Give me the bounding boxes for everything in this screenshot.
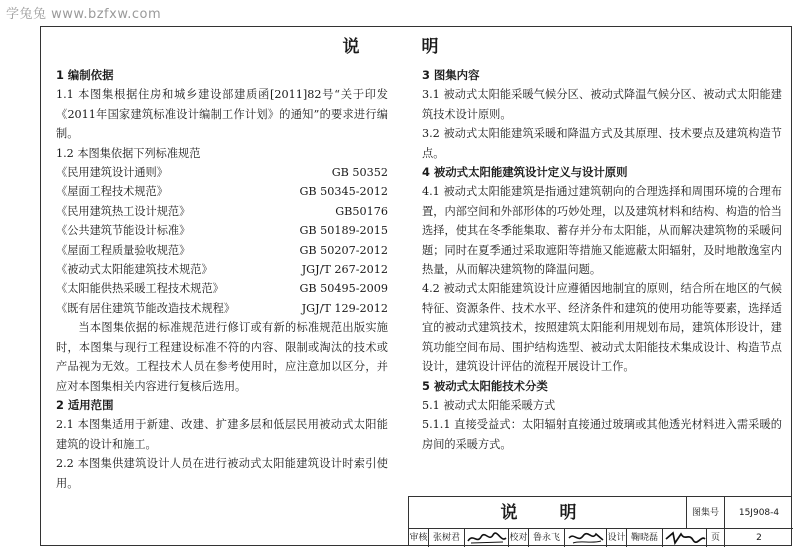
section-1-heading: 1 编制依据 [56, 68, 114, 82]
paragraph-5-1: 5.1 被动式太阳能采暖方式 [422, 398, 556, 412]
checker-signature [565, 529, 607, 547]
paragraph-1-note: 当本图集依据的标准规范进行修订或有新的标准规范出版实施时，本图集与现行工程建设标准不符的内容、限制或淘汰的技术或产品视为无效。工程技术人员在参考使用时，应注意加以区分，并应对本图集相关内容进行复核后选用。 [56, 321, 388, 393]
standards-list [56, 163, 388, 318]
page-number: 2 [756, 533, 762, 543]
standard-name: 《被动式太阳能建筑技术规范》 [56, 263, 213, 277]
standard-name: 《公共建筑节能设计标准》 [56, 224, 191, 238]
left-column [56, 66, 388, 493]
standard-name: 《太阳能供热采暖工程技术规范》 [56, 282, 224, 296]
standard-name: 《既有居住建筑节能改造技术规程》 [56, 301, 236, 315]
standard-code: GB50176 [335, 204, 388, 218]
paragraph-2-1: 2.1 本图集适用于新建、改建、扩建多层和低层民用被动式太阳能建筑的设计和施工。 [56, 418, 388, 451]
title-block [408, 496, 792, 546]
checker-name: 鲁永飞 [529, 529, 565, 547]
page-title: 说 明 [342, 37, 467, 57]
standard-row [56, 182, 388, 201]
standard-name: 《民用建筑设计通则》 [56, 166, 168, 180]
standard-code: GB 50207-2012 [299, 243, 388, 257]
paragraph-2-2: 2.2 本图集供建筑设计人员在进行被动式太阳能建筑设计时索引使用。 [56, 457, 388, 490]
standard-code: GB 50352 [331, 166, 388, 180]
designer-signature-icon [663, 529, 707, 547]
section-4-heading: 4 被动式太阳能建筑设计定义与设计原则 [422, 165, 628, 180]
standard-row [56, 221, 388, 240]
standard-name: 《屋面工程质量验收规范》 [56, 243, 191, 257]
standard-code: GB 50495-2009 [299, 282, 388, 296]
section-5-heading: 5 被动式太阳能技术分类 [422, 378, 548, 393]
standard-row [56, 279, 388, 298]
paragraph-5-1-1: 5.1.1 直接受益式：太阳辐射直接通过玻璃或其他透光材料进入需采暖的房间的采暖方式。 [422, 418, 782, 451]
watermark: 学兔兔 www.bzfxw.com [6, 7, 162, 22]
paragraph-1-1: 1.1 本图集根据住房和城乡建设部建质函[2011]82号“关于印发《2011年国家建筑标准设计编制工作计划》的通知”的要求进行编制。 [56, 88, 388, 141]
section-2-heading: 2 适用范围 [56, 397, 114, 412]
designer-signature [663, 529, 707, 547]
reviewer-signature-icon [465, 529, 509, 547]
standard-row [56, 241, 388, 260]
reviewer-signature [465, 529, 509, 547]
design-label: 设计 [607, 529, 627, 547]
standard-name: 《民用建筑热工设计规范》 [56, 204, 191, 218]
atlas-number: 15J908-4 [725, 497, 793, 529]
designer-name: 鞠晓磊 [627, 529, 663, 547]
page-label: 页 [707, 529, 725, 547]
section-3-heading: 3 图集内容 [422, 68, 480, 82]
signature-row [409, 529, 793, 547]
paragraph-3-1: 3.1 被动式太阳能采暖气候分区、被动式降温气候分区、被动式太阳能建筑技术设计原则。 [422, 88, 782, 121]
standard-row [56, 260, 388, 279]
paragraph-1-2: 1.2 本图集依据下列标准规范 [56, 146, 201, 160]
paragraph-4-1: 4.1 被动式太阳能建筑是指通过建筑朝向的合理选择和周围环境的合理布置，内部空间和外部形体的巧妙处理，以及建筑材料和结构、构造的恰当选择，使其在冬季能集取、蓄存并分布太阳能，从而解决建筑物的采暖问题；同时在夏季通过采取遮阳等措施又能遮蔽太阳辐射，及时地散逸室内热量，从而解决建筑物的降温问题。 [422, 185, 782, 277]
standard-row [56, 163, 388, 182]
standard-code: GB 50189-2015 [299, 224, 388, 238]
check-label: 校对 [509, 529, 529, 547]
review-label: 审核 [409, 529, 429, 547]
standard-code: JGJ/T 129-2012 [301, 301, 388, 315]
standard-row [56, 202, 388, 221]
paragraph-4-2: 4.2 被动式太阳能建筑设计应遵循因地制宜的原则，结合所在地区的气候特征、资源条件、技术水平、经济条件和建筑的使用功能等要素，选择适宜的被动式建筑技术，按照建筑太阳能利用规划布局，建筑体形设计，建筑功能空间布局、围护结构选型、被动式太阳能技术集成设计、构造节点设计，建筑设计评估的流程开展设计工作。 [422, 282, 782, 374]
standard-name: 《屋面工程技术规范》 [56, 185, 168, 199]
reviewer-name: 张树君 [429, 529, 465, 547]
atlas-number-label: 图集号 [687, 497, 725, 529]
checker-signature-icon [565, 529, 607, 547]
standard-code: JGJ/T 267-2012 [301, 263, 388, 277]
right-column [422, 66, 782, 454]
standard-code: GB 50345-2012 [299, 185, 388, 199]
standard-row [56, 299, 388, 318]
paragraph-3-2: 3.2 被动式太阳能建筑采暖和降温方式及其原理、技术要点及建筑构造节点。 [422, 127, 782, 160]
title-block-title: 说 明 [409, 497, 687, 529]
